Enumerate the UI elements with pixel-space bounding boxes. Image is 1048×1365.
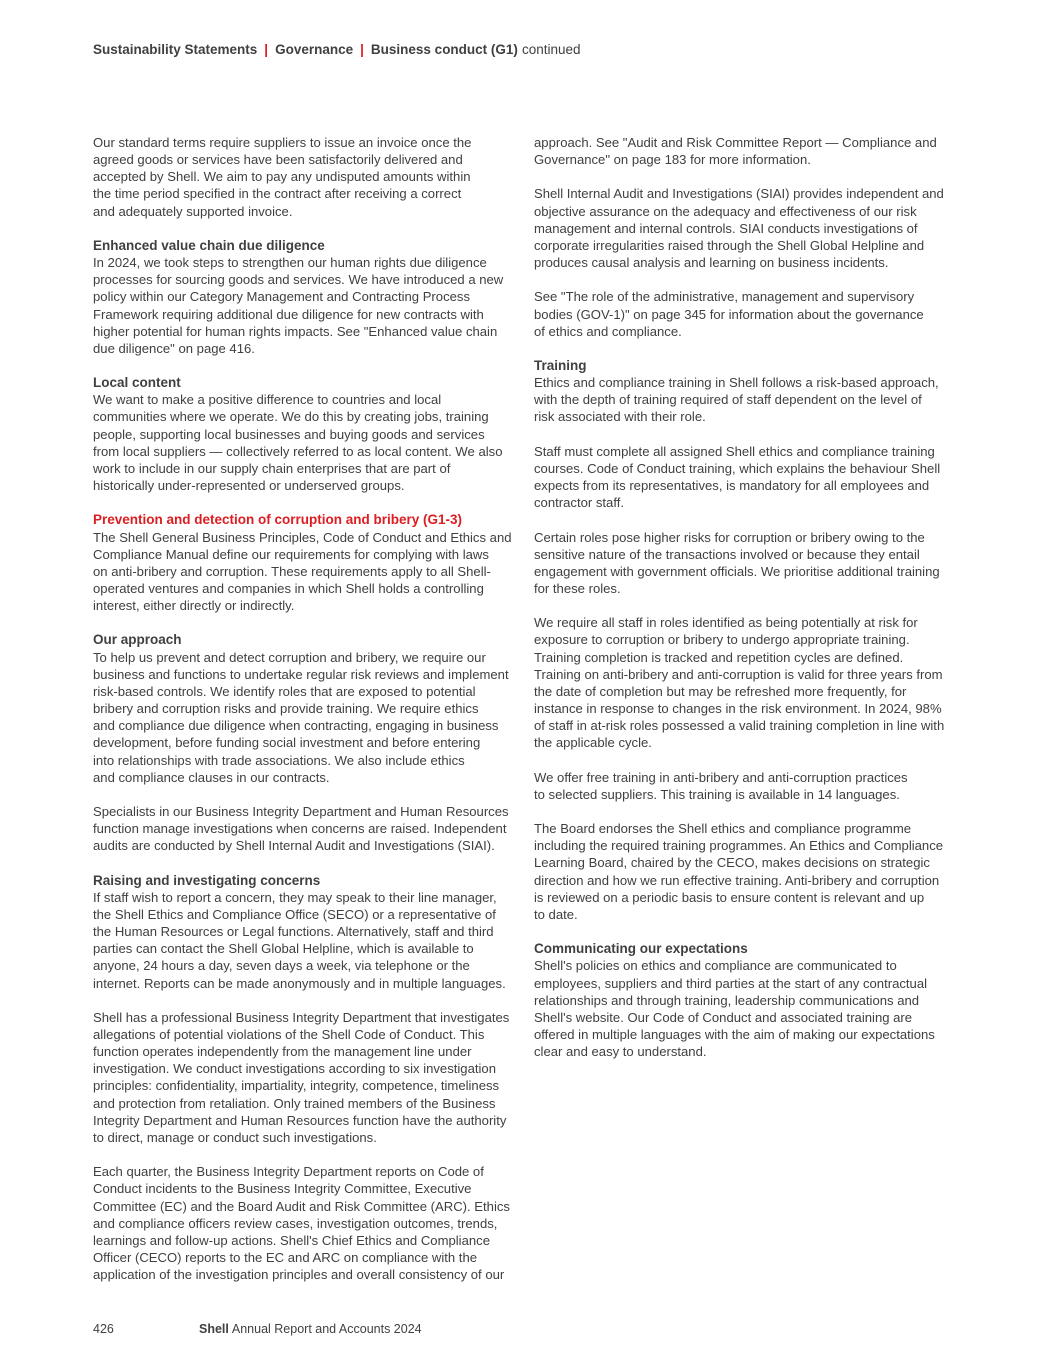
text-line: to direct, manage or conduct such investigations. — [93, 1129, 377, 1145]
text-line: We require all staff in roles identified as being potentially at risk for — [534, 615, 918, 631]
heading-raising-concerns: Raising and investigating concerns — [93, 872, 321, 888]
heading-training: Training — [534, 357, 587, 373]
text-line: investigation. We conduct investigations according to six investigation — [93, 1061, 496, 1077]
text-line: audits are conducted by Shell Internal Audit and Investigations (SIAI). — [93, 838, 495, 854]
text-line: engagement with government officials. We prioritise additional training — [534, 563, 940, 579]
paragraph-gov-reference — [534, 288, 959, 339]
text-line: application of the investigation principles and overall consistency of our — [93, 1267, 505, 1283]
text-line: Specialists in our Business Integrity Department and Human Resources — [93, 804, 509, 820]
text-line: for these roles. — [534, 580, 621, 596]
text-line: the Human Resources or Legal functions. Alternatively, staff and third — [93, 924, 494, 940]
text-line: courses. Code of Conduct training, which explains the behaviour Shell — [534, 460, 941, 476]
text-line: processes for sourcing goods and services. We have introduced a new — [93, 272, 504, 288]
text-line: objective assurance on the adequacy and effectiveness of our risk — [534, 203, 917, 219]
text-line: parties can contact the Shell Global Helpline, which is available to — [93, 941, 474, 957]
text-line: If staff wish to report a concern, they may speak to their line manager, — [93, 889, 497, 905]
text-line: operated ventures and companies in which Shell holds a controlling — [93, 581, 484, 597]
paragraph-business-integrity — [93, 1009, 518, 1146]
text-line: direction and how we run effective training. Anti-bribery and corruption — [534, 872, 940, 888]
breadcrumb-separator: | — [264, 42, 269, 57]
paragraph-supplier-training — [534, 769, 959, 803]
breadcrumb-business-conduct: Business conduct (G1) — [370, 42, 518, 57]
text-line: Shell has a professional Business Integrity Department that investigates — [93, 1009, 510, 1025]
paragraph-value-chain — [93, 254, 518, 357]
text-line: communities where we operate. We do this by creating jobs, training — [93, 409, 489, 425]
text-line: Learning Board, chaired by the CECO, makes decisions on strategic — [534, 855, 930, 871]
text-line: development, before funding social investment and before entering — [93, 735, 481, 751]
paragraph-communicating — [534, 957, 959, 1060]
text-line: Training completion is tracked and repetition cycles are defined. — [534, 649, 904, 665]
text-line: anyone, 24 hours a day, seven days a week, via telephone or the — [93, 958, 470, 974]
text-line: to selected suppliers. This training is available in 14 languages. — [534, 786, 900, 802]
text-line: accepted by Shell. We aim to pay any undisputed amounts within — [93, 169, 471, 185]
text-line: management and internal controls. SIAI conducts investigations of — [534, 220, 918, 236]
text-line: business and functions to undertake regular risk reviews and implement — [93, 666, 509, 682]
page-header — [93, 42, 581, 57]
text-line: risk-based controls. We identify roles that are exposed to potential — [93, 683, 476, 699]
text-line: bodies (GOV-1)" on page 345 for information about the governance — [534, 306, 924, 322]
text-line: The Board endorses the Shell ethics and compliance programme — [534, 821, 912, 837]
paragraph-approach — [93, 649, 518, 786]
text-line: Governance" on page 183 for more information. — [534, 152, 811, 168]
text-line: to date. — [534, 906, 578, 922]
paragraph-audit-reference — [534, 134, 959, 168]
text-line: See "The role of the administrative, management and supervisory — [534, 289, 915, 305]
right-column — [534, 134, 959, 1077]
text-line: allegations of potential violations of the Shell Code of Conduct. This — [93, 1027, 485, 1043]
page-number: 426 — [93, 1322, 114, 1336]
text-line: and protection from retaliation. Only trained members of the Business — [93, 1095, 496, 1111]
paragraph-prevention — [93, 529, 518, 615]
left-column — [93, 134, 518, 1300]
text-line: the time period specified in the contract after receiving a correct — [93, 186, 462, 202]
text-line: In 2024, we took steps to strengthen our human rights due diligence — [93, 255, 487, 271]
paragraph-siai — [534, 185, 959, 271]
text-line: We offer free training in anti-bribery and anti-corruption practices — [534, 769, 908, 785]
breadcrumb-sustainability-statements: Sustainability Statements — [93, 42, 258, 57]
continued-label: continued — [521, 42, 581, 57]
text-line: and compliance clauses in our contracts. — [93, 769, 330, 785]
text-line: function manage investigations when concerns are raised. Independent — [93, 821, 507, 837]
text-line: Framework requiring additional due diligence for new contracts with — [93, 306, 484, 322]
text-line: To help us prevent and detect corruption and bribery, we require our — [93, 649, 486, 665]
text-line: Certain roles pose higher risks for corruption or bribery owing to the — [534, 529, 925, 545]
text-line: and compliance officers review cases, investigation outcomes, trends, — [93, 1215, 498, 1231]
text-line: Shell's website. Our Code of Conduct and associated training are — [534, 1009, 913, 1025]
paragraph-quarterly-reports — [93, 1163, 518, 1283]
heading-local-content: Local content — [93, 375, 181, 391]
text-line: Training on anti-bribery and anti-corruption is valid for three years from — [534, 666, 943, 682]
text-line: higher potential for human rights impacts. See "Enhanced value chain — [93, 323, 498, 339]
text-line: contractor staff. — [534, 495, 625, 511]
text-line: on anti-bribery and corruption. These requirements apply to all Shell- — [93, 563, 491, 579]
text-line: Officer (CECO) reports to the EC and ARC on compliance with the — [93, 1250, 478, 1266]
text-line: work to include in our supply chain enterprises that are part of — [93, 460, 451, 476]
text-line: people, supporting local businesses and buying goods and services — [93, 426, 485, 442]
text-line: Ethics and compliance training in Shell follows a risk-based approach, — [534, 375, 939, 391]
text-line: We want to make a positive difference to countries and local — [93, 392, 442, 408]
text-line: exposure to corruption or bribery to undergo appropriate training. — [534, 632, 910, 648]
brand-name: Shell — [199, 1322, 229, 1336]
paragraph-board-endorsement — [534, 820, 959, 923]
text-line: Committee (EC) and the Board Audit and Risk Committee (ARC). Ethics — [93, 1198, 510, 1214]
text-line: Conduct incidents to the Business Integrity Committee, Executive — [93, 1181, 472, 1197]
page-footer — [93, 1322, 422, 1336]
text-line: sensitive nature of the transactions involved or because they entail — [534, 546, 920, 562]
text-line: the Shell Ethics and Compliance Office (SECO) or a representative of — [93, 906, 496, 922]
paragraph-raising-concerns — [93, 889, 518, 992]
report-title: Annual Report and Accounts 2024 — [231, 1322, 422, 1336]
text-line: internet. Reports can be made anonymously and in multiple languages. — [93, 975, 506, 991]
text-line: the applicable cycle. — [534, 735, 652, 751]
text-line: into relationships with trade associations. We also include ethics — [93, 752, 465, 768]
text-line: of ethics and compliance. — [534, 323, 682, 339]
text-line: employees, suppliers and third parties at the start of any contractual — [534, 975, 928, 991]
text-line: Our standard terms require suppliers to issue an invoice once the — [93, 135, 472, 150]
text-line: and adequately supported invoice. — [93, 203, 293, 219]
text-line: The Shell General Business Principles, Code of Conduct and Ethics and — [93, 529, 512, 545]
text-line: expects from its representatives, is mandatory for all employees and — [534, 478, 930, 494]
heading-prevention-corruption: Prevention and detection of corruption and bribery (G1-3) — [93, 512, 463, 528]
text-line: of staff in at-risk roles possessed a valid training completion in line with — [534, 718, 945, 734]
text-line: corporate irregularities raised through the Shell Global Helpline and — [534, 237, 925, 253]
text-line: interest, either directly or indirectly. — [93, 598, 295, 614]
text-line: policy within our Category Management and Contracting Process — [93, 289, 471, 305]
text-line: including the required training programmes. An Ethics and Compliance — [534, 838, 944, 854]
text-line: with the depth of training required of staff dependent on the level of — [534, 392, 922, 408]
text-line: Compliance Manual define our requirements for complying with laws — [93, 546, 489, 562]
text-line: relationships and through training, leadership communications and — [534, 992, 920, 1008]
paragraph-staff-training — [534, 443, 959, 512]
text-line: bribery and corruption risks and provide training. We require ethics — [93, 701, 479, 717]
text-line: Shell's policies on ethics and compliance are communicated to — [534, 958, 897, 974]
paragraph-training-approach — [534, 374, 959, 425]
text-line: historically under-represented or underserved groups. — [93, 478, 405, 494]
text-line: agreed goods or services have been satisfactorily delivered and — [93, 152, 463, 168]
text-line: Each quarter, the Business Integrity Department reports on Code of — [93, 1164, 484, 1180]
text-line: principles: confidentiality, impartiality, integrity, competence, timeliness — [93, 1078, 500, 1094]
text-line: approach. See "Audit and Risk Committee Report — Compliance and — [534, 135, 937, 150]
breadcrumb-governance: Governance — [275, 42, 354, 57]
paragraph-specialists — [93, 803, 518, 854]
text-line: instance in response to changes in the risk environment. In 2024, 98% — [534, 701, 942, 717]
text-line: from local suppliers — collectively referred to as local content. We also — [93, 443, 503, 459]
text-line: Staff must complete all assigned Shell ethics and compliance training — [534, 443, 935, 459]
text-line: the date of completion but may be refreshed more frequently, for — [534, 683, 907, 699]
text-line: Integrity Department and Human Resources function have the authority — [93, 1112, 507, 1128]
text-line: due diligence" on page 416. — [93, 340, 255, 356]
paragraph-higher-risk-roles — [534, 529, 959, 598]
heading-communicating-expectations: Communicating our expectations — [534, 941, 748, 957]
text-line: clear and easy to understand. — [534, 1044, 707, 1060]
text-line: risk associated with their role. — [534, 409, 706, 425]
text-line: function operates independently from the management line under — [93, 1044, 472, 1060]
paragraph-at-risk-training — [534, 614, 959, 751]
text-line: learnings and follow-up actions. Shell's Chief Ethics and Compliance — [93, 1232, 490, 1248]
heading-our-approach: Our approach — [93, 632, 182, 648]
text-line: Shell Internal Audit and Investigations (SIAI) provides independent and — [534, 186, 944, 202]
heading-enhanced-value-chain: Enhanced value chain due diligence — [93, 237, 325, 253]
paragraph-supplier-invoice — [93, 134, 518, 220]
text-line: is reviewed on a periodic basis to ensure content is relevant and up — [534, 889, 925, 905]
paragraph-local-content — [93, 391, 518, 494]
text-line: and compliance due diligence when contracting, engaging in business — [93, 718, 499, 734]
text-line: offered in multiple languages with the aim of making our expectations — [534, 1026, 935, 1042]
breadcrumb-separator: | — [360, 42, 364, 57]
text-line: produces causal analysis and learning on business incidents. — [534, 255, 889, 271]
